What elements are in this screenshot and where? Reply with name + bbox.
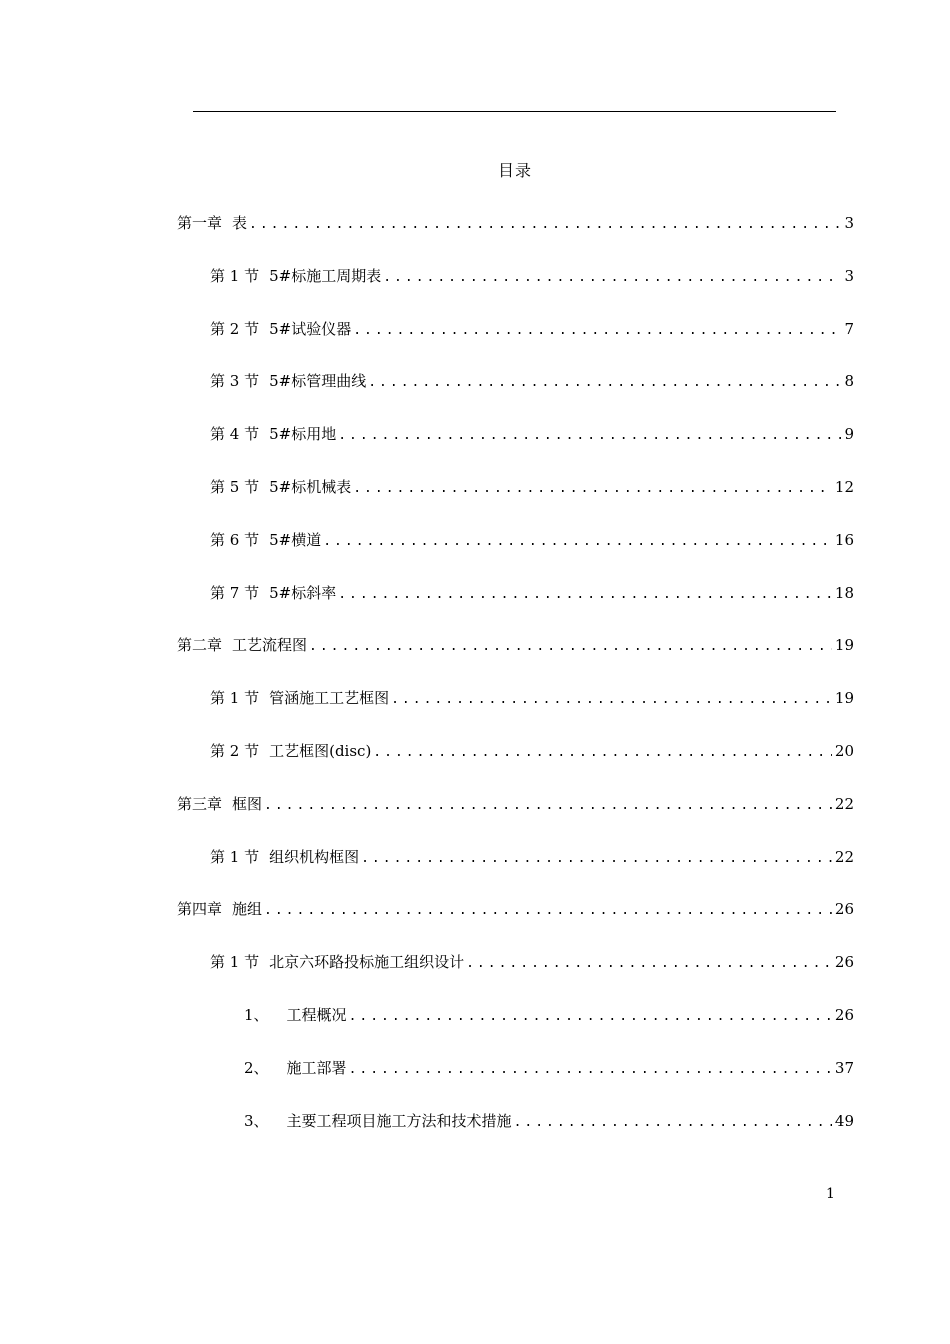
toc-entry-number: 第 5 节 [210, 478, 260, 496]
toc-entry-number: 第 4 节 [210, 425, 260, 443]
toc-entry[interactable] [210, 686, 854, 710]
toc-entry-text: 5#标机械表 [269, 478, 352, 496]
toc-entry-number: 3、 [244, 1112, 269, 1130]
toc-entry-number: 第 1 节 [210, 267, 260, 285]
toc-entry-number: 2、 [244, 1059, 269, 1077]
toc-entry[interactable] [177, 211, 854, 235]
toc-entry-page: 19 [834, 636, 854, 654]
toc-entry-text: 5#标用地 [269, 425, 337, 443]
toc-entry[interactable] [244, 1003, 854, 1027]
toc-leader-dots [309, 635, 832, 659]
toc-leader-dots [368, 371, 841, 395]
toc-entry-text: 5#标施工周期表 [269, 267, 382, 285]
toc-entry-page: 20 [834, 742, 854, 760]
toc-entry[interactable] [177, 633, 854, 657]
toc-entry-number: 第 7 节 [210, 584, 260, 602]
toc-entry-number: 第 1 节 [210, 848, 260, 866]
toc-entry-page: 22 [834, 848, 854, 866]
toc-entry[interactable] [210, 317, 854, 341]
toc-leader-dots [323, 530, 832, 554]
toc-entry-text: 施工部署 [286, 1059, 347, 1077]
toc-entry-page: 7 [844, 320, 854, 338]
toc-entry-number: 第二章 [177, 636, 223, 654]
toc-entry[interactable] [210, 845, 854, 869]
toc-entry-page: 3 [844, 267, 854, 285]
toc-entry[interactable] [210, 422, 854, 446]
toc-entry[interactable] [210, 739, 854, 763]
toc-entry-text: 5#试验仪器 [269, 320, 352, 338]
toc-entry-number: 第三章 [177, 795, 223, 813]
toc-entry-page: 18 [834, 584, 854, 602]
toc-title: 目录 [497, 161, 532, 180]
toc-entry-text: 表 [232, 214, 248, 232]
toc-entry-text: 北京六环路投标施工组织设计 [269, 953, 465, 971]
toc-entry-number: 第四章 [177, 900, 223, 918]
toc-entry-page: 49 [834, 1112, 854, 1130]
toc-entry-page: 12 [834, 478, 854, 496]
toc-entry-page: 26 [834, 1006, 854, 1024]
toc-entry-page: 9 [844, 425, 854, 443]
toc-leader-dots [264, 794, 832, 818]
toc-entry-page: 16 [834, 531, 854, 549]
toc-entry-number: 第 6 节 [210, 531, 260, 549]
toc-leader-dots [349, 1058, 832, 1082]
toc-entry-text: 工艺流程图 [232, 636, 308, 654]
toc-entry-text: 管涵施工工艺框图 [269, 689, 390, 707]
toc-entry-page: 8 [844, 372, 854, 390]
toc-entry-number: 第 3 节 [210, 372, 260, 390]
toc-entry-number: 第 2 节 [210, 320, 260, 338]
toc-entry[interactable] [210, 581, 854, 605]
toc-entry[interactable] [210, 475, 854, 499]
toc-leader-dots [353, 319, 841, 343]
toc-entry-number: 1、 [244, 1006, 269, 1024]
toc-entry-number: 第 2 节 [210, 742, 260, 760]
toc-entry[interactable] [210, 264, 854, 288]
toc-leader-dots [383, 266, 841, 290]
toc-leader-dots [249, 213, 841, 237]
toc-leader-dots [466, 952, 832, 976]
toc-leader-dots [373, 741, 832, 765]
toc-entry[interactable] [177, 792, 854, 816]
toc-entry-text: 5#横道 [269, 531, 322, 549]
toc-entry-text: 施组 [232, 900, 263, 918]
toc-entry-number: 第 1 节 [210, 689, 260, 707]
toc-entry-text: 5#标管理曲线 [269, 372, 367, 390]
toc-entry-page: 26 [834, 953, 854, 971]
toc-entry-page: 3 [844, 214, 854, 232]
toc-entry-text: 5#标斜率 [269, 584, 337, 602]
toc-entry[interactable] [244, 1109, 854, 1133]
toc-entry[interactable] [210, 950, 854, 974]
toc-entry[interactable] [177, 897, 854, 921]
toc-entry-page: 37 [834, 1059, 854, 1077]
toc-leader-dots [264, 899, 832, 923]
toc-entry[interactable] [244, 1056, 854, 1080]
toc-entry-page: 19 [834, 689, 854, 707]
toc-entry-number: 第一章 [177, 214, 223, 232]
toc-entry-text: 主要工程项目施工方法和技术措施 [286, 1112, 512, 1130]
toc-entry[interactable] [210, 528, 854, 552]
toc-leader-dots [353, 477, 832, 501]
toc-entry-number: 第 1 节 [210, 953, 260, 971]
toc-entry-text: 组织机构框图 [269, 848, 360, 866]
toc-entry-text: 框图 [232, 795, 263, 813]
toc-entry-page: 22 [834, 795, 854, 813]
toc-entry[interactable] [210, 369, 854, 393]
toc-leader-dots [361, 847, 832, 871]
toc-entry-text: 工程概况 [286, 1006, 347, 1024]
toc-leader-dots [391, 688, 832, 712]
toc-leader-dots [349, 1005, 832, 1029]
toc-leader-dots [338, 583, 832, 607]
toc-entry-page: 26 [834, 900, 854, 918]
toc-entry-text: 工艺框图(disc) [269, 742, 372, 760]
page-number: 1 [826, 1186, 835, 1202]
toc-leader-dots [338, 424, 841, 448]
toc-leader-dots [514, 1111, 832, 1135]
